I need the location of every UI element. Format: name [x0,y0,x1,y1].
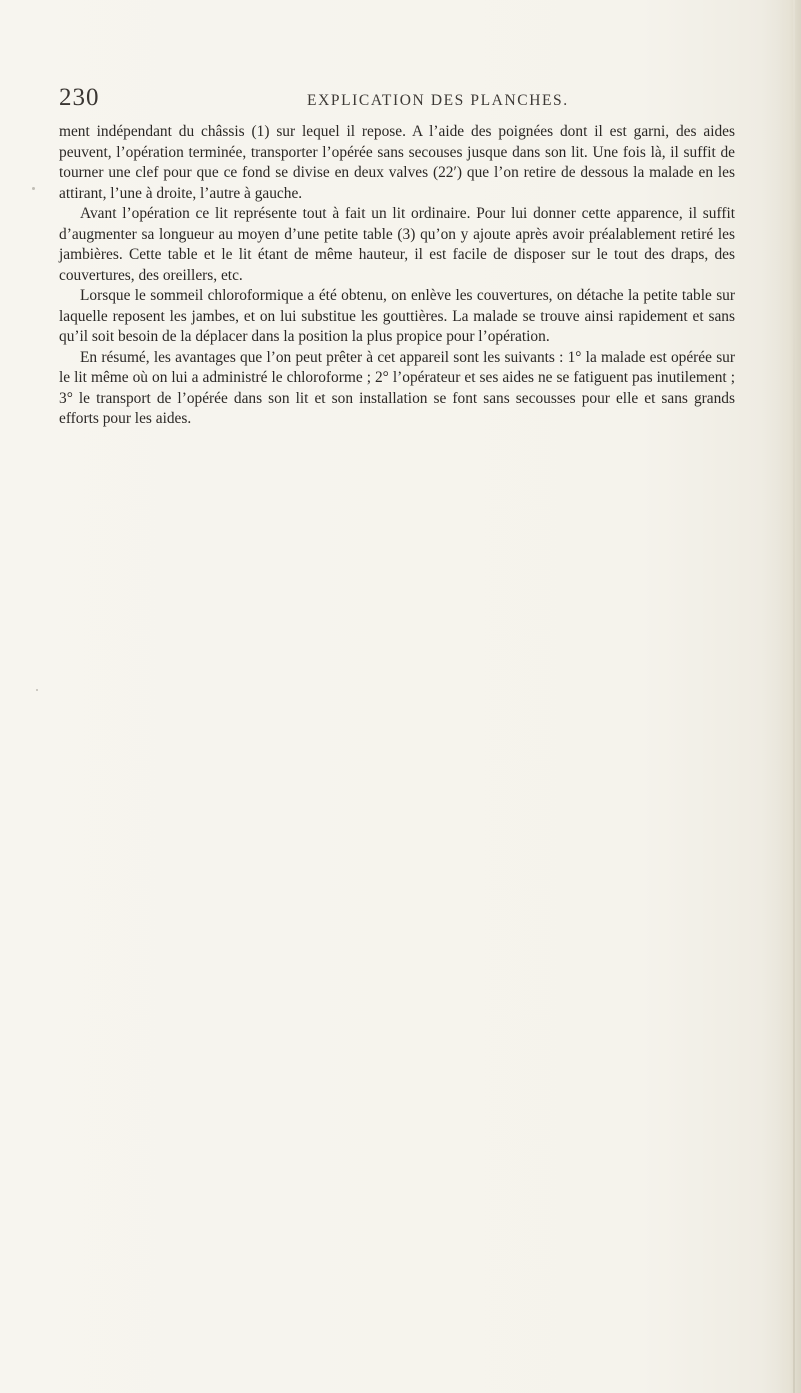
page-edge-line [793,0,795,1393]
paragraph-2: Avant l’opération ce lit représente tout à fait un lit ordinaire. Pour lui donner cette apparence, il suffit d’augmenter sa longueur au moyen d’une petite table (3) qu’on y ajoute après avoir préalablement retiré les jambières. Cette table et le lit étant de même hauteur, il est facile de disposer sur le tout des draps, des couvertures, des oreillers, etc. [59,205,735,284]
body-text [59,122,735,430]
paragraph-3: Lorsque le sommeil chloroformique a été obtenu, on enlève les couvertures, on détache la petite table sur laquelle reposent les jambes, et on lui substitue les gouttières. La malade se trouve ainsi rapidement et sans qu’il soit besoin de la déplacer dans la position la plus propice pour l’opération. [59,287,735,345]
running-title: EXPLICATION DES PLANCHES. [307,92,569,109]
page-header [59,84,741,118]
paper-speck [32,187,35,190]
paragraph-1: ment indépendant du châssis (1) sur lequel il repose. A l’aide des poignées dont il est garni, des aides peuvent, l’opération terminée, transporter l’opérée sans secouses jusque dans son lit. Une fois là, il suffit de tourner une clef pour que ce fond se divise en deux valves (22′) que l’on retire de dessous la malade en les attirant, l’une à droite, l’autre à gauche. [59,123,735,202]
page-edge-shadow [779,0,801,1393]
page-number: 230 [59,84,100,111]
paper-speck [36,689,38,691]
paragraph-4: En résumé, les avantages que l’on peut prêter à cet appareil sont les suivants : 1° la malade est opérée sur le lit même où on lui a administré le chloroforme ; 2° l’opérateur et ses aides ne se fatiguent pas inutilement ; 3° le transport de l’opérée dans son lit et son installation se font sans secousses pour elle et sans grands efforts pour les aides. [59,348,735,427]
